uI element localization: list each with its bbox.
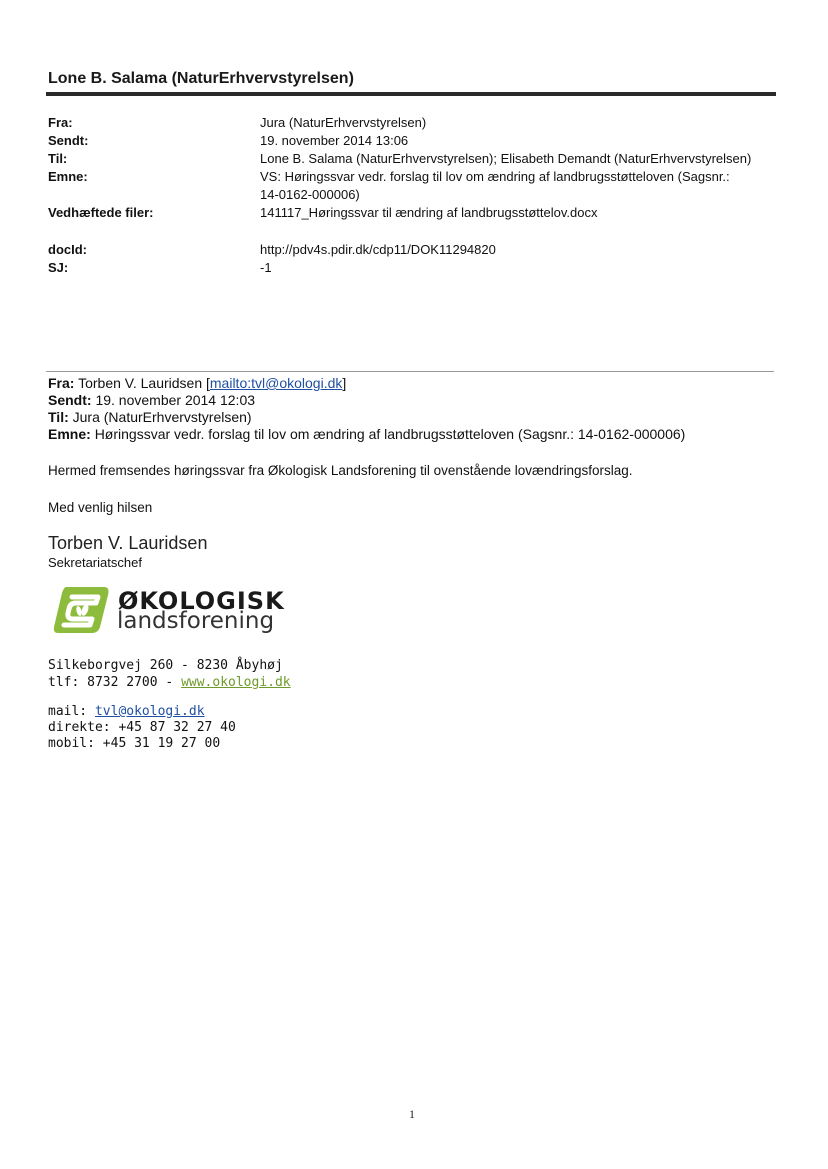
signature-mail-line — [48, 704, 205, 719]
sj-label: SJ: — [48, 260, 69, 275]
sent-value: 19. november 2014 13:06 — [260, 133, 409, 148]
docid-value: http://pdv4s.pdir.dk/cdp11/DOK11294820 — [260, 242, 496, 257]
fwd-from-line — [48, 375, 346, 391]
to-label: Til: — [48, 151, 68, 166]
subject-value-continued: 14-0162-000006) — [260, 187, 360, 202]
fwd-subject-line — [48, 426, 685, 442]
signature-phone-line — [48, 675, 291, 690]
docid-label: docId: — [48, 242, 87, 257]
to-value: Lone B. Salama (NaturErhvervstyrelsen); Elisabeth Demandt (NaturErhvervstyrelsen) — [260, 151, 752, 166]
fwd-sent-value: 19. november 2014 12:03 — [95, 392, 256, 408]
attachments-label: Vedhæftede filer: — [48, 205, 154, 220]
fwd-to-value: Jura (NaturErhvervstyrelsen) — [72, 409, 252, 425]
sj-value: -1 — [260, 260, 272, 275]
fwd-from-label: Fra: — [48, 375, 75, 391]
signature-name: Torben V. Lauridsen — [48, 533, 208, 553]
signature-mail-link[interactable]: tvl@okologi.dk — [94, 704, 205, 719]
logo-wordmark-okologisk: ØKOLOGISK — [118, 587, 285, 615]
document-owner-title: Lone B. Salama (NaturErhvervstyrelsen) — [48, 70, 354, 87]
subject-label: Emne: — [48, 169, 88, 184]
fwd-subject-label: Emne: — [48, 426, 91, 442]
message-closing: Med venlig hilsen — [48, 500, 153, 515]
signature-phone: tlf: 8732 2700 - — [48, 675, 182, 690]
forward-divider — [46, 371, 774, 372]
fwd-from-value: Torben V. Lauridsen [ — [78, 375, 210, 391]
attachment-file-link[interactable]: 141117_Høringssvar til ændring af landbrugsstøttelov.docx — [260, 205, 598, 220]
subject-value: VS: Høringssvar vedr. forslag til lov om ændring af landbrugsstøtteloven (Sagsnr.: — [260, 169, 730, 184]
fwd-from-close: ] — [342, 375, 347, 391]
signature-mail-label: mail: — [48, 704, 95, 719]
page-number: 1 — [409, 1107, 415, 1121]
signature-mobile-phone: mobil: +45 31 19 27 00 — [48, 736, 221, 751]
header-divider — [46, 92, 776, 96]
fwd-to-line — [48, 409, 252, 425]
from-label: Fra: — [48, 115, 73, 130]
fwd-subject-value: Høringssvar vedr. forslag til lov om ændring af landbrugsstøtteloven (Sagsnr.: 14-0162-000006) — [94, 426, 686, 442]
leaf-logo-icon — [52, 583, 112, 635]
signature-address: Silkeborgvej 260 - 8230 Åbyhøj — [48, 658, 283, 673]
message-body: Hermed fremsendes høringssvar fra Økologisk Landsforening til ovenstående lovændringsforslag. — [48, 463, 633, 478]
fwd-sent-label: Sendt: — [48, 392, 92, 408]
fwd-sent-line — [48, 392, 255, 408]
fwd-to-label: Til: — [48, 409, 69, 425]
signature-title: Sekretariatschef — [48, 555, 142, 570]
logo-wordmark-landsforening: landsforening — [117, 608, 275, 634]
from-value: Jura (NaturErhvervstyrelsen) — [260, 115, 427, 130]
website-link[interactable]: www.okologi.dk — [181, 675, 291, 690]
fwd-from-mailto-link[interactable]: mailto:tvl@okologi.dk — [209, 375, 343, 391]
signature-direct-phone: direkte: +45 87 32 27 40 — [48, 720, 236, 735]
sent-label: Sendt: — [48, 133, 89, 148]
